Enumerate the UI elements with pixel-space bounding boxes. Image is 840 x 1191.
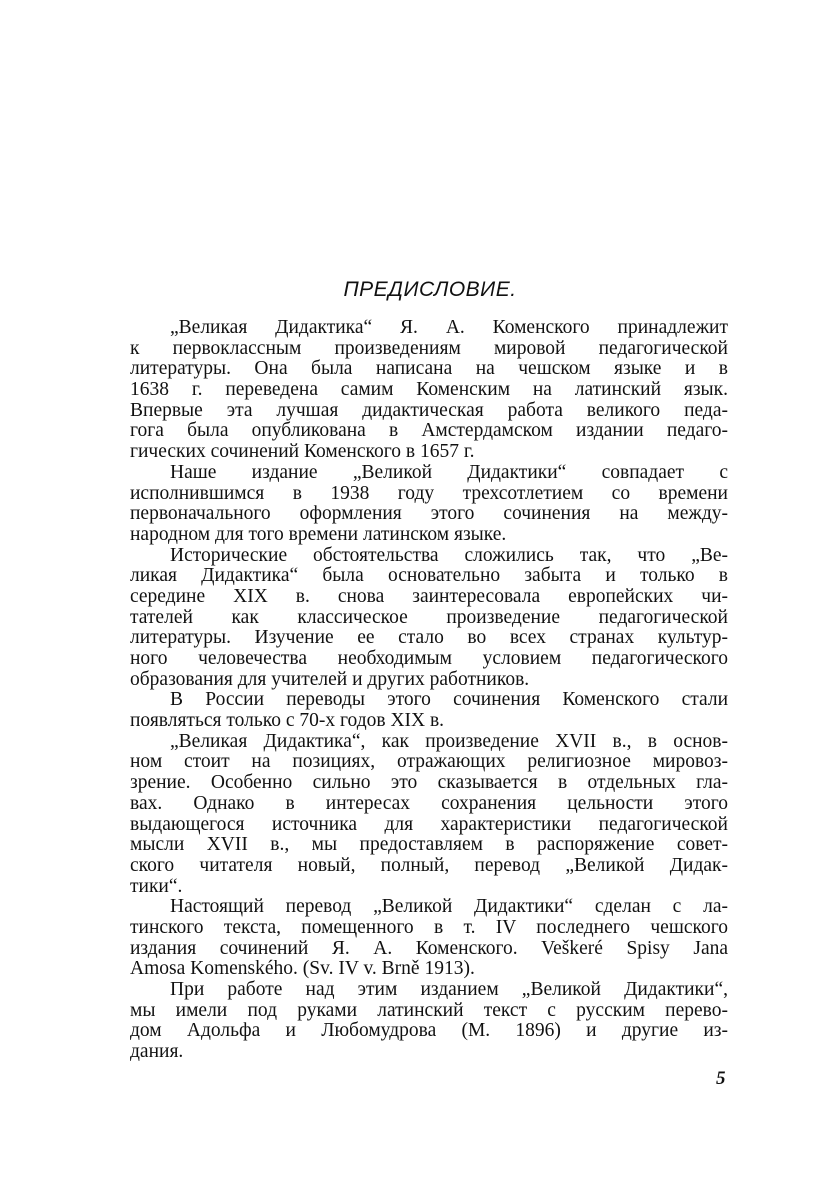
text-line: дом Адольфа и Любомудрова (М. 1896) и другие из- (130, 1020, 728, 1042)
text-line: народном для того времени латинском языке. (130, 523, 507, 545)
text-line: появляться только с 70-х годов XIX в. (130, 710, 445, 732)
page-number: 5 (716, 1068, 726, 1089)
preface-body (130, 318, 728, 1063)
text-line: зрение. Особенно сильно это сказывается в отдельных гла- (130, 772, 728, 794)
text-line: образования для учителей и других работников. (130, 668, 530, 690)
paragraph (130, 732, 728, 898)
text-line: гога была опубликована в Амстердамском издании педаго- (130, 420, 728, 442)
text-line: Amosa Komenského. (Sv. IV v. Brně 1913). (130, 958, 475, 980)
text-line: В России переводы этого сочинения Коменского стали (170, 689, 728, 711)
paragraph (130, 318, 728, 463)
text-line: При работе над этим изданием „Великой Дидактики“, (170, 979, 728, 1000)
text-line: литературы. Изучение ее стало во всех странах культур- (130, 627, 728, 649)
text-line: ного человечества необходимым условием педагогического (130, 648, 728, 669)
text-line: выдающегося источника для характеристики педагогической (130, 813, 728, 835)
text-line: литературы. Она была написана на чешском языке и в (130, 358, 728, 380)
text-line: вах. Однако в интересах сохранения цельности этого (130, 792, 728, 814)
paragraph (130, 897, 728, 980)
text-line: середине XIX в. снова заинтересовала европейских чи- (130, 585, 728, 607)
text-line: 1638 г. переведена самим Коменским на латинский язык. (130, 379, 728, 401)
text-line: исполнившимся в 1938 году трехсотлетием со времени (130, 482, 728, 504)
text-line: тинского текста, помещенного в т. IV последнего чешского (130, 916, 728, 938)
text-line: мысли XVII в., мы предоставляем в распоряжение совет- (130, 834, 728, 856)
paragraph (130, 463, 728, 546)
text-line: Наше издание „Великой Дидактики“ совпадает с (170, 461, 728, 483)
paragraph (130, 690, 728, 731)
text-line: Исторические обстоятельства сложились так, что „Ве- (170, 544, 728, 566)
text-line: ского читателя новый, полный, перевод „Великой Дидак- (130, 854, 728, 876)
text-line: дания. (130, 1041, 184, 1063)
text-line: мы имели под руками латинский текст с русским перево- (130, 999, 728, 1021)
text-line: первоначального оформления этого сочинения на между- (130, 503, 728, 525)
text-line: тики“. (130, 875, 183, 897)
paragraph (130, 546, 728, 691)
text-line: тателей как классическое произведение педагогической (130, 606, 728, 628)
paragraph (130, 980, 728, 1063)
text-line: ликая Дидактика“ была основательно забыта и только в (130, 565, 728, 587)
text-line: „Великая Дидактика“ Я. А. Коменского принадлежит (170, 317, 728, 338)
text-line: издания сочинений Я. А. Коменского. Veškeré Spisy Jana (130, 937, 728, 959)
text-line: к первоклассным произведениям мировой педагогической (130, 337, 728, 359)
text-line: гических сочинений Коменского в 1657 г. (130, 441, 475, 463)
text-line: Впервые эта лучшая дидактическая работа великого педа- (130, 399, 728, 421)
page-title: ПРЕДИСЛОВИЕ. (343, 278, 517, 301)
text-line: „Великая Дидактика“, как произведение XVII в., в основ- (170, 730, 728, 752)
text-line: Настоящий перевод „Великой Дидактики“ сделан с ла- (170, 896, 728, 918)
text-line: ном стоит на позициях, отражающих религиозное мировоз- (130, 751, 728, 773)
